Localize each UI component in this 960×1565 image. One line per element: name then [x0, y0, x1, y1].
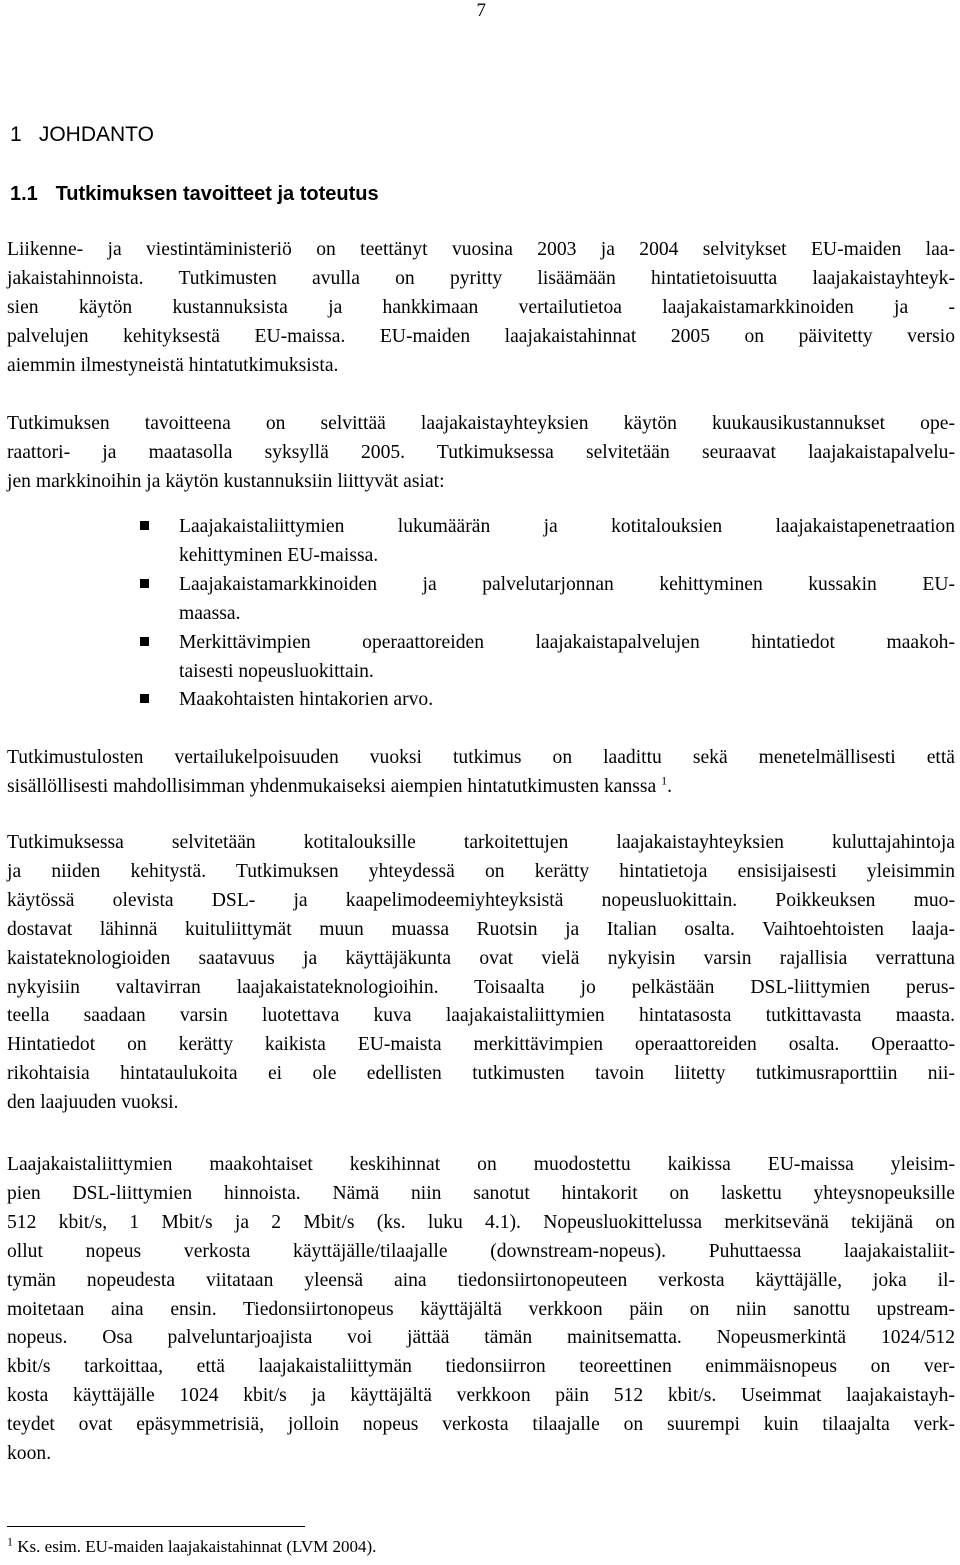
text-line: Laajakaistaliittymien maakohtaiset keskihinnat on muodostettu kaikissa EU-maissa yleisim- [7, 1154, 955, 1175]
bullet-list [140, 513, 955, 715]
text-line: 512 kbit/s, 1 Mbit/s ja 2 Mbit/s (ks. luku 4.1). Nopeusluokittelussa merkitsevänä tekijänä on [7, 1211, 955, 1233]
chapter-title: JOHDANTO [38, 123, 154, 146]
text-line: dostavat lähinnä kuituliittymät muun muassa Ruotsin ja Italian osalta. Vaihtoehtoisten laaja- [7, 918, 955, 940]
text-line: Merkittävimpien operaattoreiden laajakaistapalvelujen hintatiedot maakoh- [179, 631, 955, 653]
footnote-mark: 1 [7, 1534, 13, 1549]
text-line: kbit/s tarkoittaa, että laajakaistaliittymän tiedonsiirron teoreettinen enimmäisnopeus on ver- [7, 1356, 955, 1378]
text-line: den laajuuden vuoksi. [7, 1092, 179, 1114]
chapter-heading [10, 123, 154, 147]
footnote [7, 1534, 377, 1557]
text-line: nopeus. Osa palveluntarjoajista voi jättää tämän mainitsematta. Nopeusmerkintä 1024/512 [7, 1327, 955, 1349]
page-number: 7 [476, 0, 486, 21]
text-line: käytössä olevista DSL- ja kaapelimodeemiyhteyksistä nopeusluokittain. Poikkeuksen muo- [7, 889, 955, 911]
text-line: teydet ovat epäsymmetrisiä, jolloin nopeus verkosta tilaajalle on suurempi kuin tilaajalta verk- [7, 1414, 955, 1436]
chapter-number: 1 [10, 123, 22, 146]
text-line: Maakohtaisten hintakorien arvo. [179, 689, 434, 711]
paragraph-4 [7, 829, 955, 1118]
text-line: rikohtaisia hintataulukoita ei ole edellisten tutkimusten tavoin liitetty tutkimusraporttiin nii- [7, 1063, 955, 1085]
section-number: 1.1 [10, 183, 38, 205]
text-line: Tutkimuksessa selvitetään kotitalouksille tarkoitettujen laajakaistayhteyksien kuluttajahintoja [7, 832, 955, 853]
text-line: taisesti nopeusluokittain. [179, 660, 374, 682]
text-span: . [667, 775, 673, 797]
text-line: jen markkinoihin ja käytön kustannuksiin liittyvät asiat: [7, 470, 445, 492]
section-heading [10, 183, 379, 206]
text-line: Tutkimuksen tavoitteena on selvittää laajakaistayhteyksien käytön kuukausikustannukset ope- [7, 413, 955, 434]
text-line: kaistateknologioiden saatavuus ja käyttäjäkunta ovat vielä nykyisin varsin rajallisia verrattuna [7, 947, 955, 969]
text-line: sien käytön kustannuksista ja hankkimaan vertailutietoa laajakaistamarkkinoiden ja - [7, 296, 955, 318]
square-bullet-icon [140, 637, 149, 646]
text-line: Tutkimustulosten vertailukelpoisuuden vuoksi tutkimus on laadittu sekä menetelmällisesti että [7, 747, 955, 768]
square-bullet-icon [140, 694, 149, 703]
text-line: Liikenne- ja viestintäministeriö on teettänyt vuosina 2003 ja 2004 selvitykset EU-maiden laa- [7, 239, 955, 260]
text-line: koon. [7, 1443, 52, 1465]
footnote-text: Ks. esim. EU-maiden laajakaistahinnat (LVM 2004). [13, 1537, 377, 1556]
text-line: moitetaan aina ensin. Tiedonsiirtonopeus käyttäjältä verkkoon päin on niin sanottu upstream- [7, 1298, 955, 1320]
footnote-divider [7, 1526, 305, 1527]
paragraph-5 [7, 1151, 955, 1469]
text-line: Laajakaistamarkkinoiden ja palvelutarjonnan kehittyminen kussakin EU- [179, 573, 955, 595]
text-line: raattori- ja maatasolla syksyllä 2005. Tutkimuksessa selvitetään seuraavat laajakaistapalvelu- [7, 441, 955, 463]
text-line: nykyisiin valtavirran laajakaistateknologioihin. Toisaalta jo pelkästään DSL-liittymien perus- [7, 976, 955, 998]
paragraph-2 [7, 410, 955, 497]
text-line: aiemmin ilmestyneistä hintatutkimuksista. [7, 354, 339, 376]
text-line: Laajakaistaliittymien lukumäärän ja kotitalouksien laajakaistapenetraation [179, 516, 955, 537]
list-item [140, 629, 955, 687]
list-item [140, 571, 955, 629]
text-line: tymän nopeudesta viitataan yleensä aina tiedonsiirtonopeuteen verkosta käyttäjälle, joka il- [7, 1269, 955, 1291]
text-line: jakaistahinnoista. Tutkimusten avulla on pyritty lisäämään hintatietoisuutta laajakaistayhteyk- [7, 267, 955, 289]
text-line: ja niiden kehitystä. Tutkimuksen yhteydessä on kerätty hintatietoja ensisijaisesti yleisimmin [7, 860, 955, 882]
text-line: teella saadaan varsin luotettava kuva laajakaistaliittymien hintatasosta tutkittavasta maasta. [7, 1005, 955, 1027]
paragraph-3 [7, 744, 955, 802]
text-line: kehittyminen EU-maissa. [179, 544, 379, 566]
text-line: maassa. [179, 602, 241, 624]
square-bullet-icon [140, 521, 149, 530]
section-title: Tutkimuksen tavoitteet ja toteutus [55, 183, 379, 205]
square-bullet-icon [140, 579, 149, 588]
text-line [7, 773, 955, 802]
list-item [140, 686, 955, 715]
list-item [140, 513, 955, 571]
text-span: sisällöllisesti mahdollisimman yhdenmukaiseksi aiempien hintatutkimusten kanssa [7, 775, 657, 797]
footnote-ref[interactable]: 1 [661, 773, 668, 788]
text-line: ollut nopeus verkosta käyttäjälle/tilaajalle (downstream-nopeus). Puhuttaessa laajakaistaliit- [7, 1240, 955, 1262]
paragraph-1 [7, 236, 955, 381]
text-line: palvelujen kehityksestä EU-maissa. EU-maiden laajakaistahinnat 2005 on päivitetty versio [7, 325, 955, 347]
text-line: Hintatiedot on kerätty kaikista EU-maista merkittävimpien operaattoreiden osalta. Operaatto- [7, 1034, 955, 1056]
text-line: pien DSL-liittymien hinnoista. Nämä niin sanotut hintakorit on laskettu yhteysnopeuksille [7, 1182, 955, 1204]
text-line: kosta käyttäjälle 1024 kbit/s ja käyttäjältä verkkoon päin 512 kbit/s. Useimmat laajakaistayh- [7, 1385, 955, 1407]
